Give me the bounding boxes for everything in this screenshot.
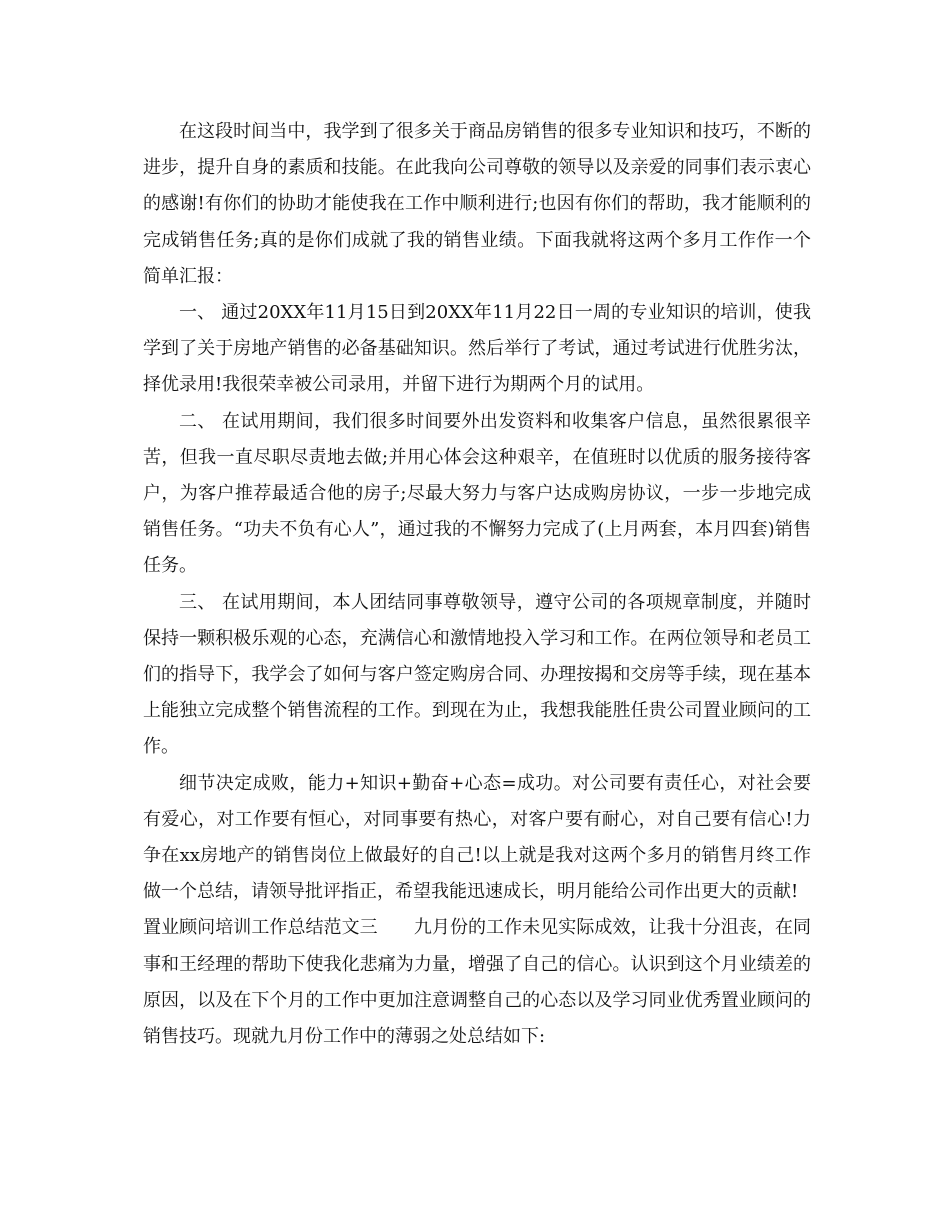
paragraph-intro: 在这段时间当中，我学到了很多关于商品房销售的很多专业知识和技巧，不断的进步，提升自身的素质和技能。在此我向公司尊敬的领导以及亲爱的同事们表示衷心的感谢!有你们的协助才能使我在工作中顺利进行;也因有你们的帮助，我才能顺利的完成销售任务;真的是你们成就了我的销售业绩。下面我就将这两个多月工作作一个简单汇报：	[143, 121, 811, 287]
paragraph-item-three: 三、 在试用期间，本人团结同事尊敬领导，遵守公司的各项规章制度，并随时保持一颗积极乐观的心态，充满信心和激情地投入学习和工作。在两位领导和老员工们的指导下，我学会了如何与客户签定购房合同、办理按揭和交房等手续，现在基本上能独立完成整个销售流程的工作。到现在为止，我想我能胜任贵公司置业顾问的工作。	[143, 591, 811, 758]
paragraph-item-two: 二、 在试用期间，我们很多时间要外出发资料和收集客户信息，虽然很累很辛苦，但我一直尽职尽责地去做;并用心体会这种艰辛，在值班时以优质的服务接待客户，为客户推荐最适合他的房子;尽最大努力与客户达成购房协议，一步一步地完成销售任务。“功夫不负有心人”，通过我的不懈努力完成了(上月两套，本月四套)销售任务。	[143, 410, 811, 577]
paragraph-conclusion: 细节决定成败，能力+知识+勤奋+心态=成功。对公司要有责任心，对社会要有爱心，对工作要有恒心，对同事要有热心，对客户要有耐心，对自己要有信心!力争在xx房地产的销售岗位上做最好的自己!以上就是我对这两个多月的销售月终工作做一个总结，请领导批评指正，希望我能迅速成长，明月能给公司作出更大的贡献!	[143, 772, 811, 903]
document-body	[143, 114, 811, 1055]
paragraph-item-one: 一、 通过20XX年11月15日到20XX年11月22日一周的专业知识的培训，使我学到了关于房地产销售的必备基础知识。然后举行了考试，通过考试进行优胜劣汰，择优录用!我很荣幸被公司录用，并留下进行为期两个月的试用。	[143, 302, 811, 396]
paragraph-section-three: 置业顾问培训工作总结范文三 九月份的工作未见实际成效，让我十分沮丧，在同事和王经理的帮助下使我化悲痛为力量，增强了自己的信心。认识到这个月业绩差的原因，以及在下个月的工作中更加注意调整自己的心态以及学习同业优秀置业顾问的销售技巧。现就九月份工作中的薄弱之处总结如下:	[143, 917, 811, 1048]
